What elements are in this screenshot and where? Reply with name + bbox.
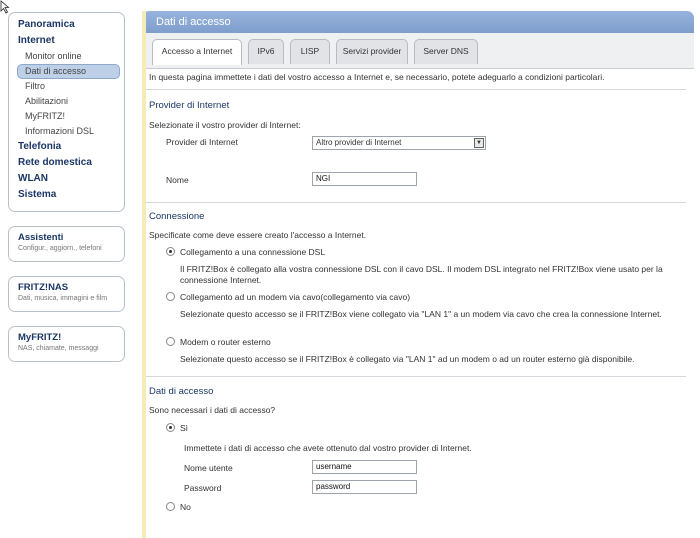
username-label: Nome utente	[184, 463, 233, 473]
connection-instruction: Specificate come deve essere creato l'accesso a Internet.	[149, 230, 367, 240]
tab-content	[146, 69, 694, 538]
radio-external-desc: Selezionate questo accesso se il FRITZ!Box è collegato via "LAN 1" ad un modem o ad un router esterno già disponibile.	[180, 354, 635, 364]
radio-external[interactable]	[166, 337, 175, 346]
name-label: Nome	[166, 175, 189, 185]
tab-ipv6[interactable]: IPv6	[248, 39, 284, 64]
tab-bar	[146, 33, 694, 69]
radio-no-label[interactable]: No	[180, 502, 191, 512]
fritznas-box[interactable]	[8, 276, 125, 312]
tab-server-dns[interactable]: Server DNS	[414, 39, 478, 64]
radio-dsl-desc: Il FRITZ!Box è collegato alla vostra connessione DSL con il cavo DSL. Il modem DSL integrato nel FRITZ!Box viene usato per la connessione Internet.	[180, 264, 663, 285]
assistenti-title: Assistenti	[18, 232, 64, 243]
username-input[interactable]: username	[312, 460, 417, 474]
radio-no[interactable]	[166, 502, 175, 511]
radio-cable-desc: Selezionate questo accesso se il FRITZ!Box viene collegato via "LAN 1" a un modem via cavo che crea la connessione Internet.	[180, 309, 662, 319]
intro-text: In questa pagina immettete i dati del vostro accesso a Internet e, se necessario, potete adeguarlo a condizioni particolari.	[149, 72, 605, 82]
provider-heading: Provider di Internet	[149, 100, 230, 111]
access-heading: Dati di accesso	[149, 386, 214, 397]
divider	[146, 89, 686, 90]
access-question: Sono necessari i dati di accesso?	[149, 405, 276, 415]
yes-description: Immettete i dati di accesso che avete ottenuto dal vostro provider di Internet.	[184, 443, 472, 453]
connection-heading: Connessione	[149, 211, 205, 222]
tab-servizi-provider[interactable]: Servizi provider	[336, 39, 408, 64]
menu-dati-di-accesso[interactable]: Dati di accesso	[17, 64, 120, 79]
menu-rete-domestica[interactable]: Rete domestica	[18, 157, 92, 168]
radio-dsl[interactable]	[166, 247, 175, 256]
provider-label: Provider di Internet	[166, 137, 238, 147]
assistenti-subtitle: Configur., aggiorn., telefoni	[18, 245, 102, 252]
myfritz-title: MyFRITZ!	[18, 332, 62, 343]
password-label: Password	[184, 483, 222, 493]
name-input[interactable]: NGI	[312, 172, 417, 186]
password-input[interactable]: password	[312, 480, 417, 494]
page-title: Dati di accesso	[142, 11, 694, 33]
tab-accesso-internet[interactable]: Accesso a Internet	[152, 39, 242, 65]
left-accent-bar	[142, 11, 146, 538]
menu-informazioni-dsl[interactable]: Informazioni DSL	[25, 126, 95, 136]
radio-dsl-label[interactable]: Collegamento a una connessione DSL	[180, 247, 326, 257]
divider	[146, 376, 686, 377]
myfritz-box[interactable]	[8, 326, 125, 362]
menu-telefonia[interactable]: Telefonia	[18, 141, 62, 152]
menu-wlan[interactable]: WLAN	[18, 173, 48, 184]
menu-myfritz[interactable]: MyFRITZ!	[25, 111, 65, 121]
assistenti-box[interactable]	[8, 226, 125, 262]
main-menu	[8, 12, 125, 212]
provider-select-value: Altro provider di Internet	[316, 138, 402, 147]
menu-monitor-online[interactable]: Monitor online	[25, 51, 82, 61]
radio-yes[interactable]	[166, 423, 175, 432]
sidebar	[8, 12, 125, 362]
tab-lisp[interactable]: LISP	[290, 39, 330, 64]
provider-instruction: Selezionate il vostro provider di Internet:	[149, 120, 301, 130]
radio-cable[interactable]	[166, 292, 175, 301]
menu-panoramica[interactable]: Panoramica	[18, 19, 75, 30]
fritznas-title: FRITZ!NAS	[18, 282, 69, 293]
menu-sistema[interactable]: Sistema	[18, 189, 57, 200]
radio-cable-label[interactable]: Collegamento ad un modem via cavo(collegamento via cavo)	[180, 292, 411, 302]
main-panel	[142, 11, 694, 538]
radio-external-label[interactable]: Modem o router esterno	[180, 337, 271, 347]
chevron-down-icon: ▼	[474, 138, 484, 148]
radio-yes-label[interactable]: Sì	[180, 423, 189, 433]
menu-filtro[interactable]: Filtro	[25, 81, 45, 91]
menu-abilitazioni[interactable]: Abilitazioni	[25, 96, 69, 106]
provider-select[interactable]	[312, 136, 486, 150]
myfritz-subtitle: NAS, chiamate, messaggi	[18, 345, 99, 352]
fritznas-subtitle: Dati, musica, immagini e film	[18, 295, 108, 302]
divider	[146, 202, 686, 203]
menu-internet[interactable]: Internet	[18, 35, 55, 46]
